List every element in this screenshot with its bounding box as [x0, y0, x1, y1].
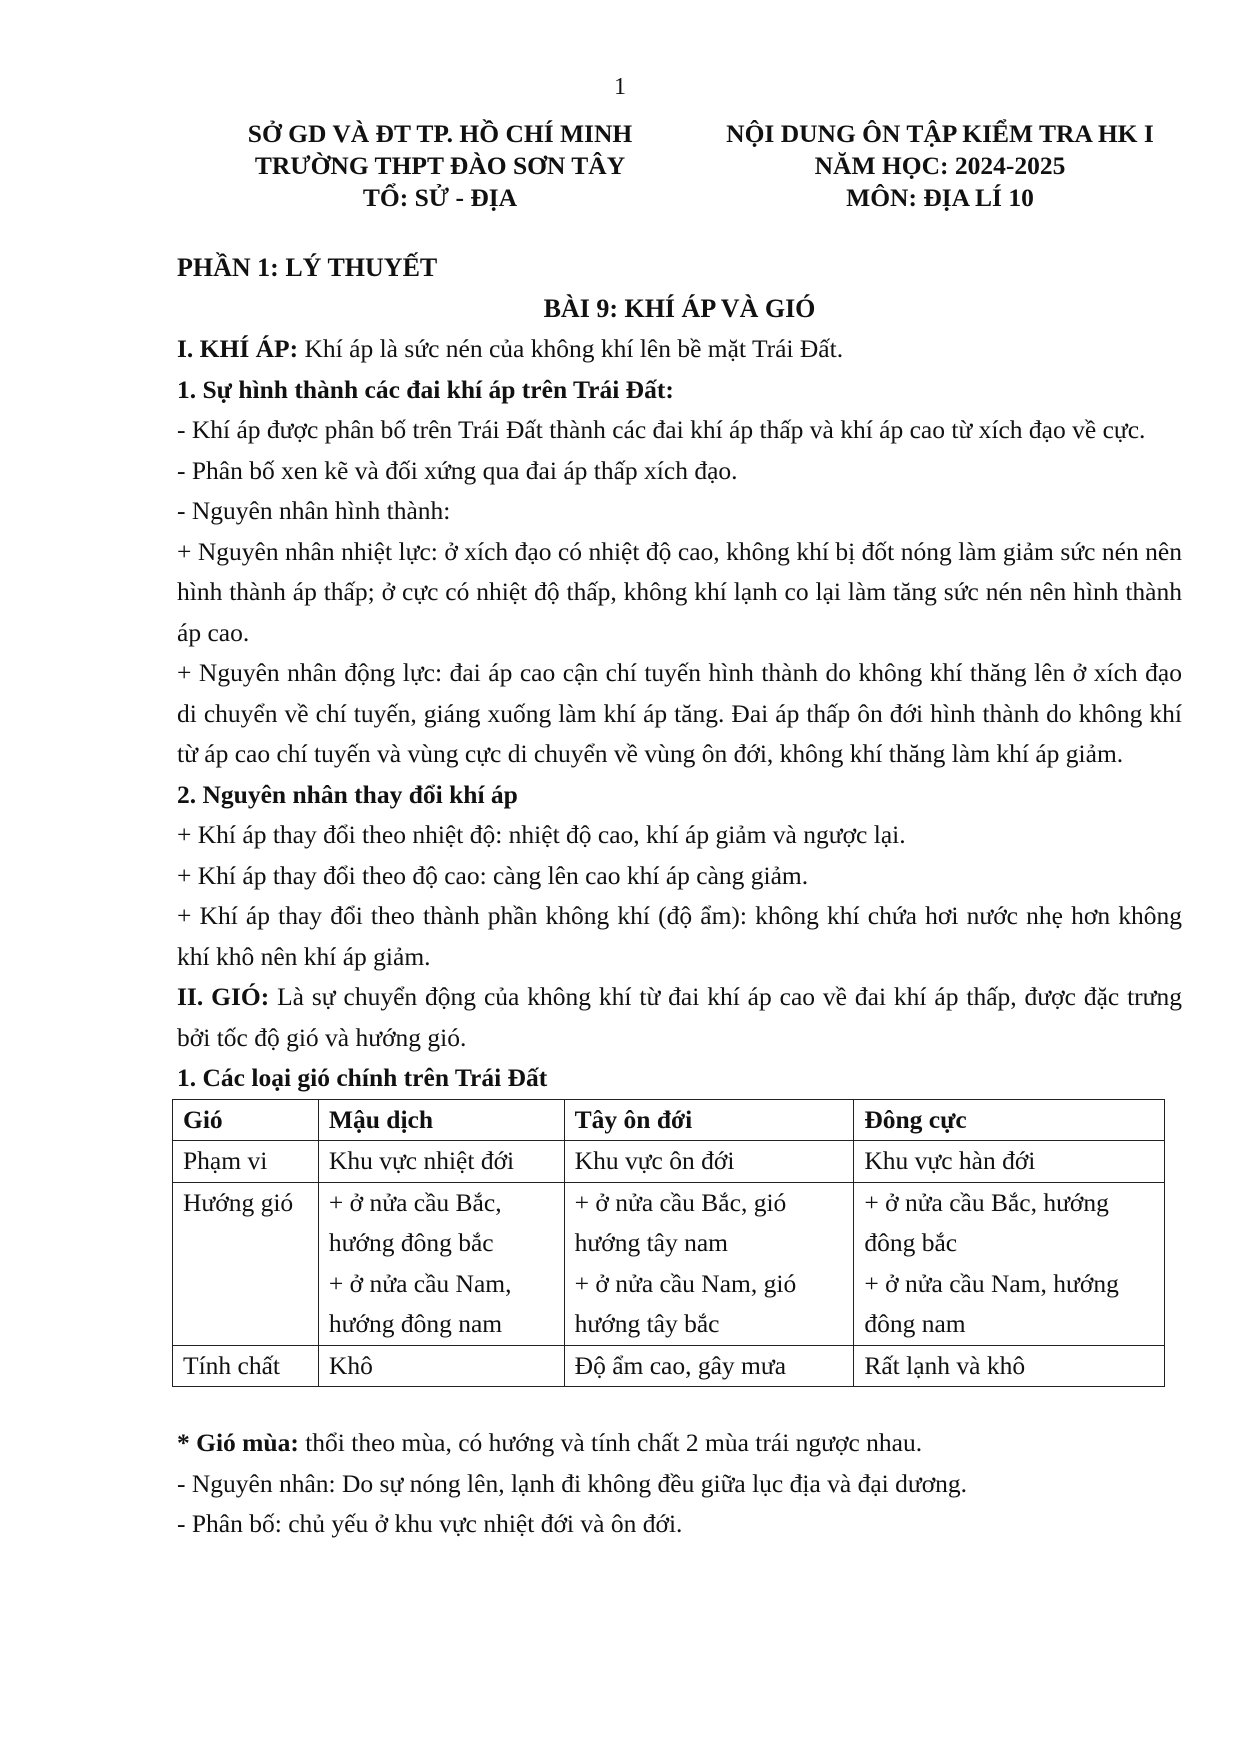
paragraph: + Khí áp thay đổi theo nhiệt độ: nhiệt độ cao, khí áp giảm và ngược lại. [177, 820, 906, 849]
table-cell [318, 1182, 564, 1345]
paragraph: - Nguyên nhân hình thành: [177, 496, 451, 525]
table-header-row [173, 1099, 1165, 1141]
lesson-title: BÀI 9: KHÍ ÁP VÀ GIÓ [543, 293, 816, 323]
header-left [190, 118, 690, 214]
monsoon-paragraph [177, 1423, 1182, 1464]
table-cell-line: + ở nửa cầu Bắc, hướng đông bắc [328, 1187, 502, 1257]
table-cell-line: + ở nửa cầu Nam, gió hướng tây bắc [574, 1268, 797, 1338]
table-cell: Khu vực hàn đới [854, 1141, 1165, 1183]
header-right [690, 118, 1190, 214]
wind-table [172, 1099, 1165, 1388]
table-row [173, 1345, 1165, 1387]
paragraph: - Phân bố: chủ yếu ở khu vực nhiệt đới và ôn đới. [177, 1509, 683, 1538]
paragraph: + Nguyên nhân động lực: đai áp cao cận chí tuyến hình thành do không khí thăng lên ở xích đạo di chuyển về chí tuyến, giáng xuống làm khí áp tăng. Đai áp thấp ôn đới hình thành do không khí từ áp cao chí tuyến và vùng cực di chuyển về vùng ôn đới, không khí thăng làm khí áp giảm. [177, 658, 1182, 768]
page-number: 1 [614, 74, 626, 100]
paragraph: - Nguyên nhân: Do sự nóng lên, lạnh đi không đều giữa lục địa và đại dương. [177, 1468, 968, 1498]
header-left-line: SỞ GD VÀ ĐT TP. HỒ CHÍ MINH [247, 119, 633, 148]
table-cell-line: + ở nửa cầu Bắc, gió hướng tây nam [574, 1187, 787, 1257]
table-cell: Rất lạnh và khô [854, 1345, 1165, 1387]
table-cell-line: + ở nửa cầu Nam, hướng đông nam [328, 1268, 512, 1338]
monsoon-label: * Gió mùa: [177, 1428, 299, 1457]
table-header-cell: Tây ôn đới [564, 1099, 854, 1141]
section-text: Là sự chuyển động của không khí từ đai khí áp cao về đai khí áp thấp, được đặc trưng bởi tốc độ gió và hướng gió. [177, 982, 1182, 1052]
table-cell: Tính chất [173, 1345, 319, 1387]
section-label: I. KHÍ ÁP: [177, 334, 299, 363]
table-cell-line: + ở nửa cầu Bắc, hướng đông bắc [864, 1187, 1109, 1257]
monsoon-text: thổi theo mùa, có hướng và tính chất 2 mùa trái ngược nhau. [298, 1428, 923, 1457]
section-label: II. GIÓ: [177, 982, 270, 1011]
table-cell: Hướng gió [173, 1182, 319, 1345]
header-right-line: NỘI DUNG ÔN TẬP KIỂM TRA HK I [726, 119, 1154, 148]
paragraph: - Khí áp được phân bố trên Trái Đất thành các đai khí áp thấp và khí áp cao từ xích đạo về cực. [177, 415, 1146, 444]
subsection-title: 1. Các loại gió chính trên Trái Đất [177, 1063, 548, 1092]
section-gio [177, 977, 1182, 1058]
paragraph: - Phân bố xen kẽ và đối xứng qua đai áp thấp xích đạo. [177, 455, 738, 485]
paragraph: + Khí áp thay đổi theo thành phần không khí (độ ẩm): không khí chứa hơi nước nhẹ hơn không khí khô nên khí áp giảm. [177, 901, 1182, 971]
document-body [177, 248, 1182, 1545]
paragraph: + Nguyên nhân nhiệt lực: ở xích đạo có nhiệt độ cao, không khí bị đốt nóng làm giảm sức nén nên hình thành áp thấp; ở cực có nhiệt độ thấp, không khí lạnh co lại làm tăng sức nén nên hình thành áp cao. [177, 536, 1182, 647]
table-header-cell: Mậu dịch [318, 1099, 564, 1141]
table-cell: Phạm vi [173, 1141, 319, 1183]
table-cell: Khu vực nhiệt đới [318, 1141, 564, 1183]
header-left-line: TRƯỜNG THPT ĐÀO SƠN TÂY [254, 151, 626, 180]
subsection-title: 2. Nguyên nhân thay đổi khí áp [177, 779, 518, 809]
section-text: Khí áp là sức nén của không khí lên bề mặt Trái Đất. [298, 334, 844, 363]
table-header-cell: Gió [173, 1099, 319, 1141]
table-row [173, 1182, 1165, 1345]
header-left-line: TỔ: SỬ - ĐỊA [362, 183, 518, 212]
paragraph: + Khí áp thay đổi theo độ cao: càng lên cao khí áp càng giảm. [177, 860, 809, 890]
table-cell-line: + ở nửa cầu Nam, hướng đông nam [864, 1268, 1119, 1338]
table-row [173, 1141, 1165, 1183]
table-cell [564, 1182, 854, 1345]
part-title: PHẦN 1: LÝ THUYẾT [177, 253, 438, 282]
table-cell: Khu vực ôn đới [564, 1141, 854, 1183]
table-cell: Độ ẩm cao, gây mưa [564, 1345, 854, 1387]
table-header-cell: Đông cực [854, 1099, 1165, 1141]
header-right-line: NĂM HỌC: 2024-2025 [814, 151, 1066, 180]
header-right-line: MÔN: ĐỊA LÍ 10 [846, 183, 1034, 212]
table-cell [854, 1182, 1165, 1345]
table-cell: Khô [318, 1345, 564, 1387]
section-khi-ap [177, 329, 1182, 370]
subsection-title: 1. Sự hình thành các đai khí áp trên Trái Đất: [177, 374, 674, 404]
